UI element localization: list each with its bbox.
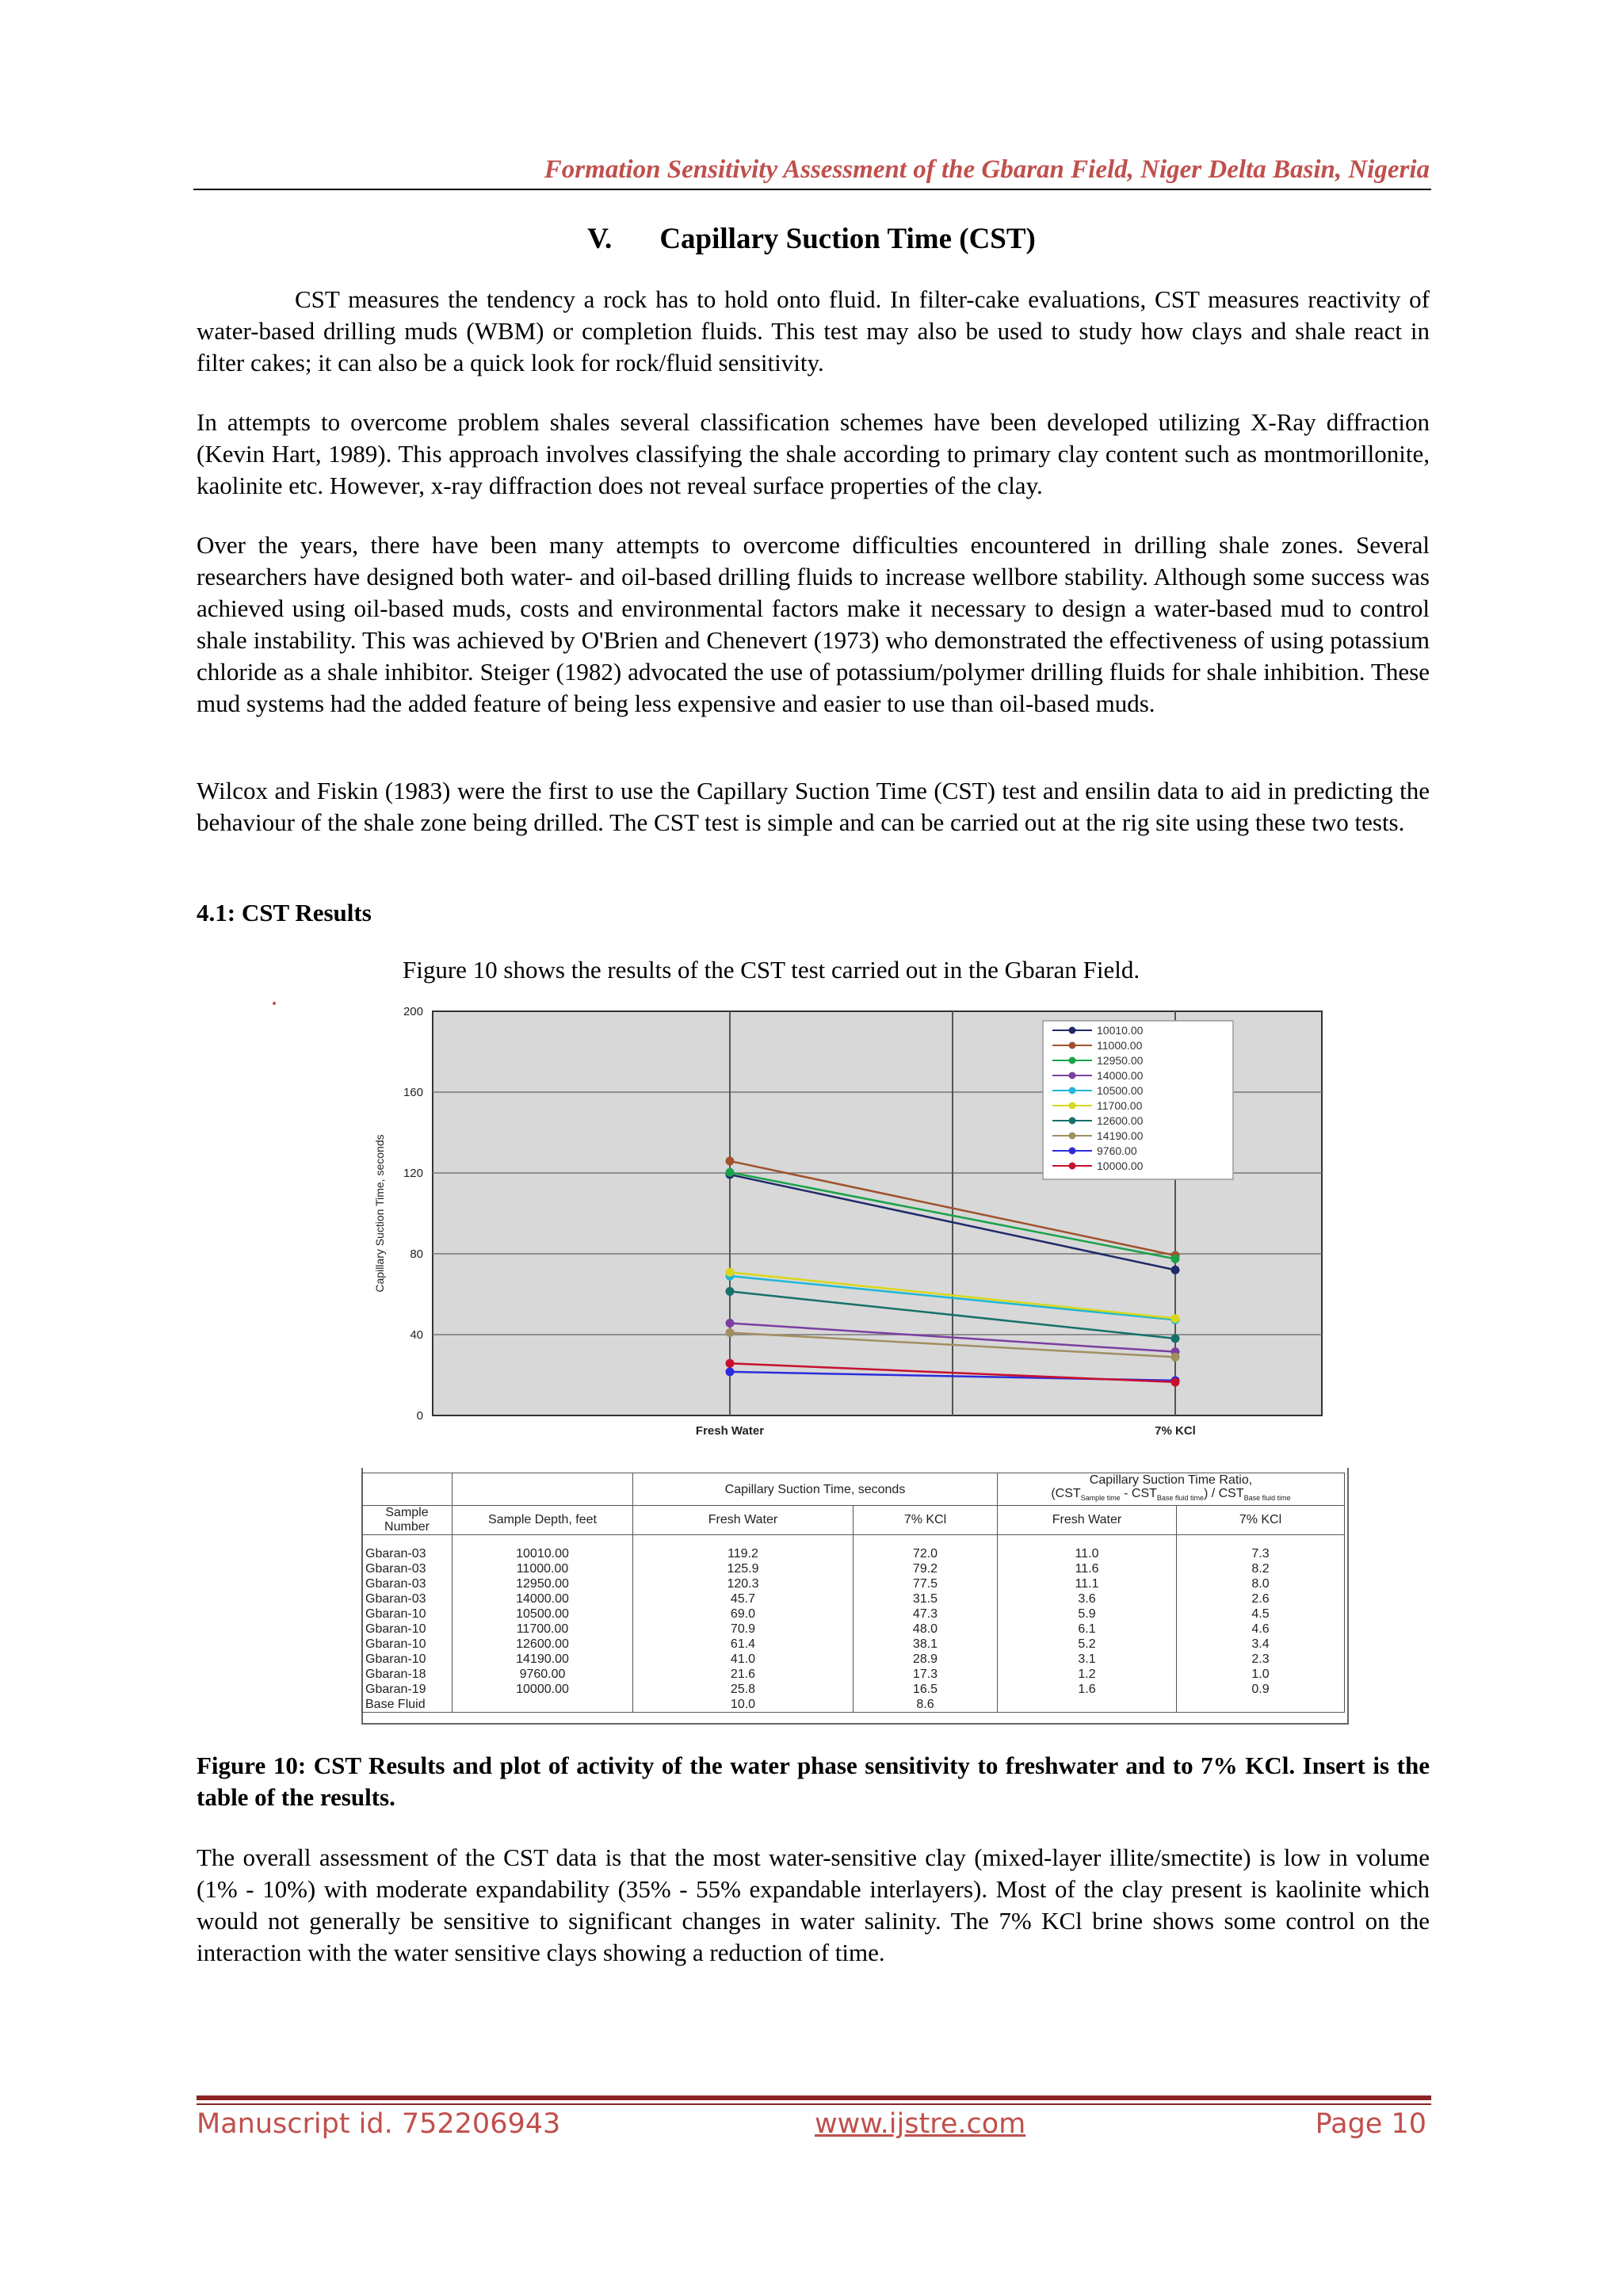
table-group-ratio-title: Capillary Suction Time Ratio, — [1089, 1473, 1253, 1487]
table-header-depth: Sample Depth, feet — [453, 1506, 633, 1535]
table-row: Base Fluid 10.0 8.6 — [362, 1697, 1345, 1713]
legend-swatch-marker — [1069, 1087, 1076, 1095]
legend-swatch-marker — [1069, 1133, 1076, 1140]
y-tick-label: 120 — [403, 1167, 423, 1180]
legend-label: 11700.00 — [1097, 1099, 1143, 1112]
table-row: Gbaran-10 14190.00 41.0 28.9 3.1 2.3 — [362, 1652, 1345, 1667]
subsection-heading: 4.1: CST Results — [197, 899, 372, 926]
footer-page-number: Page 10 — [1315, 2108, 1426, 2140]
table-group-header-row — [362, 1473, 1345, 1506]
paragraph-3: Over the years, there have been many attempts to overcome difficulties encountered in drilling shale zones. Several researchers have designed both water- and oil-based drilling fluids to increase wellbore stability. Although some success was achieved using oil-based muds, costs and environmental factors make it necessary to design a water-based mud to control shale instability. This was achieved by O'Brien and Chenevert (1973) who demonstrated the effectiveness of using potassium chloride as a shale inhibitor. Steiger (1982) advocated the use of potassium/polymer drilling fluids for shale inhibition. These mud systems had the added feature of being less expensive and easier to use than oil-based muds. — [197, 531, 1430, 717]
y-tick-label: 160 — [403, 1086, 423, 1099]
figure-intro-text: Figure 10 shows the results of the CST test carried out in the Gbaran Field. — [403, 956, 1140, 984]
section-heading — [0, 222, 1623, 256]
table-row: Gbaran-03 11000.00 125.9 79.2 11.6 8.2 — [362, 1561, 1345, 1576]
x-tick-label: 7% KCl — [1155, 1424, 1196, 1438]
table-header-ratio-fresh-water: Fresh Water — [998, 1506, 1177, 1535]
table-blank-header — [453, 1473, 633, 1506]
x-tick-label: Fresh Water — [695, 1424, 765, 1438]
legend-swatch-marker — [1069, 1148, 1076, 1155]
table-header-ratio-kcl: 7% KCl — [1177, 1506, 1345, 1535]
data-point — [726, 1319, 735, 1328]
y-axis-label: Capillary Suction Time, seconds — [373, 1134, 386, 1293]
running-header: Formation Sensitivity Assessment of the Gbaran Field, Niger Delta Basin, Nigeria — [544, 155, 1430, 184]
cst-results-table — [361, 1473, 1345, 1713]
paragraph-1: CST measures the tendency a rock has to hold onto fluid. In filter-cake evaluations, CST measures reactivity of water-based drilling muds (WBM) or completion fluids. This test may also be used to study how clays and shale react in filter cakes; it can also be a quick look for rock/fluid sensitivity. — [197, 285, 1430, 376]
legend-label: 11000.00 — [1097, 1039, 1143, 1052]
legend-swatch-marker — [1069, 1163, 1076, 1170]
y-tick-label: 40 — [410, 1328, 423, 1342]
legend-swatch-marker — [1069, 1072, 1076, 1079]
table-row: Gbaran-03 10010.00 119.2 72.0 11.0 7.3 — [362, 1535, 1345, 1562]
legend-label: 10010.00 — [1097, 1024, 1144, 1037]
table-row: Gbaran-10 11700.00 70.9 48.0 6.1 4.6 — [362, 1622, 1345, 1637]
data-point — [726, 1156, 735, 1165]
closing-paragraph: The overall assessment of the CST data is that the most water-sensitive clay (mixed-layer illite/smectite) is low in volume (1% - 10%) with moderate expandability (35% - 55% expandable interlayers). Most of the clay present is kaolinite which would not generally be sensitive to significant changes in water salinity. The 7% KCl brine shows some control on the interaction with the water sensitive clays showing a reduction of time. — [197, 1843, 1430, 1966]
data-point — [1171, 1314, 1180, 1323]
legend-label: 10000.00 — [1097, 1159, 1144, 1172]
section-title: Capillary Suction Time (CST) — [659, 223, 1036, 255]
legend-label: 14190.00 — [1097, 1129, 1144, 1142]
table-header-kcl: 7% KCl — [854, 1506, 998, 1535]
data-point — [726, 1359, 735, 1368]
legend-label: 9760.00 — [1097, 1144, 1137, 1157]
y-tick-label: 0 — [416, 1409, 423, 1423]
data-point — [1171, 1255, 1180, 1263]
paragraph-2: In attempts to overcome problem shales several classification schemes have been developed utilizing X-Ray diffraction (Kevin Hart, 1989). This approach involves classifying the shale according to primary clay content such as montmorillonite, kaolinite etc. However, x-ray diffraction does not reveal surface properties of the clay. — [197, 408, 1430, 499]
data-point — [1171, 1266, 1180, 1274]
table-row: Gbaran-18 9760.00 21.6 17.3 1.2 1.0 — [362, 1667, 1345, 1682]
footer-website-link[interactable]: www.ijstre.com — [815, 2108, 1026, 2140]
y-tick-label: 80 — [410, 1247, 423, 1261]
section-number: V. — [587, 223, 613, 255]
table-blank-header — [362, 1473, 453, 1506]
table-row: Gbaran-19 10000.00 25.8 16.5 1.6 0.9 — [362, 1682, 1345, 1697]
legend-swatch-marker — [1069, 1102, 1076, 1110]
header-rule — [193, 189, 1431, 190]
table-row: Gbaran-10 12600.00 61.4 38.1 5.2 3.4 — [362, 1637, 1345, 1652]
legend-swatch-marker — [1069, 1117, 1076, 1125]
stray-dot — [273, 1002, 276, 1005]
footer-rule-thick — [197, 2095, 1431, 2100]
legend-label: 12950.00 — [1097, 1054, 1144, 1067]
legend-label: 12600.00 — [1097, 1114, 1144, 1127]
table-header-fresh-water: Fresh Water — [633, 1506, 854, 1535]
footer-manuscript-id: Manuscript id. 752206943 — [197, 2108, 561, 2140]
data-point — [1171, 1334, 1180, 1343]
footer-rule-thin — [197, 2103, 1431, 2105]
data-point — [726, 1287, 735, 1296]
table-column-header-row — [362, 1506, 1345, 1535]
table-row: Gbaran-03 12950.00 120.3 77.5 11.1 8.0 — [362, 1576, 1345, 1591]
legend-label: 14000.00 — [1097, 1069, 1144, 1082]
data-point — [1171, 1353, 1180, 1362]
legend-swatch-marker — [1069, 1057, 1076, 1064]
data-point — [726, 1367, 735, 1376]
table-ratio-formula: $(CST_{Sample time} - CST_{Base fluid time}) / CST_{Base fluid time}$ — [1051, 1487, 1291, 1503]
table-header-sample: Sample Number — [362, 1506, 453, 1535]
legend-swatch-marker — [1069, 1042, 1076, 1049]
table-group-ratio — [998, 1473, 1345, 1506]
legend-label: 10500.00 — [1097, 1084, 1144, 1097]
table-row: Gbaran-10 10500.00 69.0 47.3 5.9 4.5 — [362, 1606, 1345, 1622]
data-point — [726, 1328, 735, 1337]
figure-caption: Figure 10: CST Results and plot of activity of the water phase sensitivity to freshwater and to 7% KCl. Insert is the table of the results. — [197, 1752, 1430, 1811]
y-tick-label: 200 — [403, 1005, 423, 1018]
cst-line-chart — [361, 992, 1349, 1468]
data-point — [726, 1168, 735, 1177]
data-point — [726, 1268, 735, 1277]
legend — [1043, 1021, 1233, 1179]
data-point — [1171, 1377, 1180, 1386]
legend-swatch-marker — [1069, 1027, 1076, 1034]
table-group-cst: Capillary Suction Time, seconds — [633, 1473, 998, 1506]
table-row: Gbaran-03 14000.00 45.7 31.5 3.6 2.6 — [362, 1591, 1345, 1606]
paragraph-4: Wilcox and Fiskin (1983) were the first to use the Capillary Suction Time (CST) test and ensilin data to aid in predicting the behaviour of the shale zone being drilled. The CST test is simple and can be carried out at the rig site using these two tests. — [197, 777, 1430, 836]
